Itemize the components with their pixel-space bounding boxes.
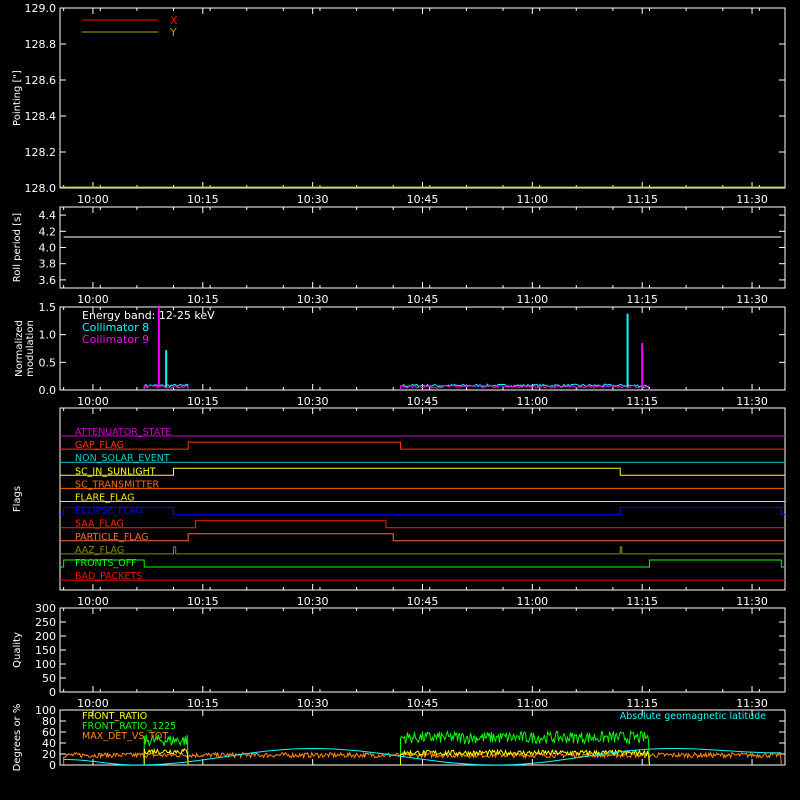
- roll-panel: [12, 207, 785, 306]
- x-tick-label: 10:45: [406, 595, 439, 608]
- x-tick-label: 10:00: [77, 697, 109, 710]
- pointing-panel: [12, 2, 785, 206]
- y-tick-label: 300: [35, 602, 56, 615]
- y-tick-label: 150: [35, 644, 56, 657]
- y-tick-label: 80: [42, 715, 56, 728]
- x-tick-label: 10:45: [406, 697, 439, 710]
- x-tick-label: 11:15: [626, 293, 659, 306]
- y-axis-label: Pointing ["]: [12, 70, 23, 126]
- flag-trace: [60, 466, 785, 478]
- flag-trace: [60, 505, 785, 517]
- x-tick-label: 10:00: [77, 193, 109, 206]
- y-tick-label: 200: [35, 630, 56, 643]
- x-tick-label: 10:15: [186, 697, 219, 710]
- modulation-trace: [401, 384, 650, 390]
- x-tick-label: 11:00: [516, 293, 549, 306]
- y-tick-label: 128.2: [24, 146, 56, 159]
- flag-label: PARTICLE_FLAG: [75, 531, 149, 543]
- x-tick-label: 10:00: [77, 595, 109, 608]
- x-tick-label: 11:30: [736, 395, 768, 408]
- x-tick-label: 10:30: [296, 595, 329, 608]
- flag-label: NON_SOLAR_EVENT: [75, 453, 170, 465]
- legend-label: MAX_DET_VS_TOT: [82, 731, 169, 742]
- y-tick-label: 128.6: [24, 74, 56, 87]
- y-axis-label: Normalized: [14, 320, 25, 377]
- flags-panel: [12, 408, 785, 608]
- x-tick-label: 11:00: [516, 697, 549, 710]
- y-tick-label: 100: [35, 658, 56, 671]
- roll-frame: [60, 207, 785, 288]
- x-tick-label: 10:45: [406, 395, 439, 408]
- legend-label-y: Y: [170, 26, 177, 39]
- x-tick-label: 11:15: [626, 595, 659, 608]
- x-tick-label: 10:15: [186, 595, 219, 608]
- flag-trace: [60, 440, 785, 452]
- x-tick-label: 11:15: [626, 395, 659, 408]
- flag-label: ECLIPSE_FLAG: [75, 505, 143, 517]
- x-tick-label: 10:00: [77, 395, 109, 408]
- y-tick-label: 4.4: [38, 209, 56, 223]
- legend-label: FRONT_RATIO: [82, 711, 148, 722]
- x-tick-label: 10:45: [406, 293, 439, 306]
- y-tick-label: 4.0: [38, 241, 56, 255]
- legend-label: Collimator 8: [82, 321, 150, 334]
- y-tick-label: 50: [42, 672, 56, 685]
- x-tick-label: 10:00: [77, 293, 109, 306]
- y-tick-label: 0: [49, 686, 56, 699]
- x-tick-label: 11:00: [516, 595, 549, 608]
- modulation-panel: [14, 301, 785, 408]
- x-tick-label: 11:30: [736, 293, 768, 306]
- flag-trace: [60, 560, 785, 567]
- ratio-trace: [401, 732, 650, 766]
- flag-label: BAD_PACKETS: [75, 571, 143, 583]
- flag-label: SC_IN_SUNLIGHT: [75, 466, 156, 478]
- y-tick-label: 128.8: [24, 38, 56, 51]
- x-tick-label: 11:30: [736, 595, 768, 608]
- legend-label-x: X: [170, 14, 178, 27]
- legend-label-geomagnetic: Absolute geomagnetic latitude: [619, 711, 766, 722]
- x-tick-label: 11:00: [516, 395, 549, 408]
- y-tick-label: 0.0: [38, 384, 56, 397]
- quality-frame: [60, 608, 785, 692]
- legend-label: FRONT_RATIO_1225: [82, 721, 177, 732]
- flag-label: SC_TRANSMITTER: [75, 479, 160, 491]
- x-tick-label: 10:15: [186, 395, 219, 408]
- y-tick-label: 0.5: [38, 356, 56, 370]
- x-tick-label: 11:30: [736, 193, 768, 206]
- y-axis-label: Quality: [12, 632, 23, 668]
- x-tick-label: 10:15: [186, 193, 219, 206]
- x-tick-label: 10:45: [406, 193, 439, 206]
- x-tick-label: 10:30: [296, 697, 329, 710]
- y-axis-label: Flags: [12, 485, 23, 513]
- x-tick-label: 11:15: [626, 697, 659, 710]
- legend-label: Collimator 9: [82, 333, 150, 346]
- quality-panel: [12, 602, 785, 710]
- x-tick-label: 11:15: [626, 193, 659, 206]
- x-tick-label: 10:30: [296, 395, 329, 408]
- y-tick-label: 3.6: [38, 273, 56, 287]
- y-tick-label: 4.2: [38, 225, 56, 239]
- flag-label: FRONTS_OFF: [75, 558, 137, 569]
- legend-title: Energy band: 12-25 keV: [82, 309, 215, 322]
- x-tick-label: 10:30: [296, 193, 329, 206]
- flag-label: ATTENUATOR_STATE: [75, 427, 172, 438]
- y-tick-label: 1.0: [38, 328, 56, 342]
- flag-label: SAA_FLAG: [75, 518, 124, 530]
- flag-label: FLARE_FLAG: [75, 492, 135, 504]
- y-tick-label: 128.4: [24, 110, 56, 123]
- flag-trace: [60, 531, 785, 543]
- y-tick-label: 40: [42, 737, 56, 750]
- y-tick-label: 3.8: [38, 257, 56, 271]
- x-tick-label: 10:30: [296, 293, 329, 306]
- y-tick-label: 0: [49, 759, 56, 772]
- flag-trace: [60, 544, 785, 556]
- y-tick-label: 20: [42, 748, 56, 761]
- y-tick-label: 60: [42, 726, 56, 739]
- y-tick-label: 250: [35, 616, 56, 629]
- y-tick-label: 129.0: [24, 2, 56, 15]
- x-tick-label: 11:30: [736, 697, 768, 710]
- y-tick-label: 100: [35, 704, 56, 717]
- flag-label: GAP_FLAG: [75, 440, 125, 452]
- ratios-panel: [12, 704, 785, 772]
- y-axis-label: modulation: [25, 320, 36, 377]
- x-tick-label: 11:00: [516, 193, 549, 206]
- flag-trace: [60, 518, 785, 530]
- y-tick-label: 1.5: [38, 301, 56, 314]
- pointing-frame: [60, 8, 785, 188]
- y-axis-label: Degrees or %: [12, 703, 23, 772]
- flag-label: AAZ_FLAG: [75, 544, 125, 556]
- y-tick-label: 128.0: [24, 182, 56, 195]
- y-axis-label: Roll period [s]: [12, 212, 23, 283]
- x-tick-label: 10:15: [186, 293, 219, 306]
